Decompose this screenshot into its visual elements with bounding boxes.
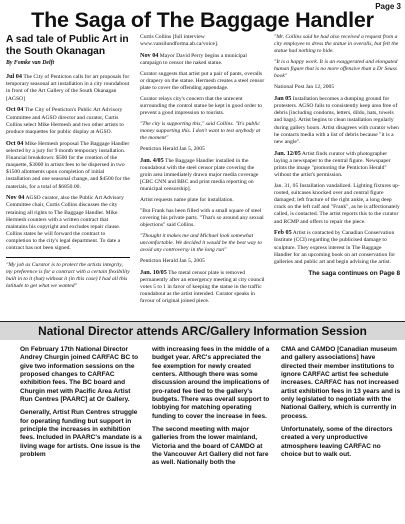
page-number: Page 3 <box>375 2 401 11</box>
quote-source: National Post Jan 12, 2005 <box>274 84 335 91</box>
entry-text: The Baggage Handler installed in the roundabout with the steel censor plate covering the groin area immediately drawn major media coverage [CBC CNN and BBC and print media reporting on municipal censorship]. <box>140 157 259 193</box>
quote: "Mr. Collins said he had also received a request from a city employee to dress the statue in overalls, but felt the statue had nothing to hide. <box>274 34 399 55</box>
lower-column-2 <box>152 346 270 520</box>
entry-text: The City of Penticton calls for art proposals for temporary seasonal art installation in a city roundabout in front of the Art Gallery of the South Okanagan [AGSO] <box>6 74 130 102</box>
paragraph: Generally, Artist Run Centres struggle for operating funding but support in principle the increases in exhibition fees. Included in PAARC's mandate is a living wage for artists. One issue is the problem <box>20 409 142 459</box>
entry-date: Jan 05 <box>274 94 292 102</box>
continued-note: The saga continues on Page 8 <box>308 269 400 277</box>
quote: "Thought it makes me and Michael look somewhat uncomfortable. We decided it would be the best way to avoid any controversy in the long run" <box>140 232 262 254</box>
entry-date: Oct 04 <box>6 106 24 114</box>
interview-reference: Curtis Collins [full interview www.vansilundforma.ab.ca/voice]. <box>140 34 219 48</box>
lower-column-1 <box>20 346 144 520</box>
entry-jan-10-05 <box>140 269 265 306</box>
paragraph: On February 17th National Director Andrey Churgin joined CARFAC BC to give two information sessions on the proposed changes to CARFAC exhibition fees. The BC board and Churgin met with Pacific Area Artist Run Centres [PAARC] at Or Gallery. <box>20 346 139 404</box>
entry-text: Artist finds curator with photographer laying a newspaper to the central figure. Newspaper prints the image "promoting the Penticton Herald" without the artist's permission. <box>274 150 391 179</box>
entry-date: Jan. 10/05 <box>140 268 167 276</box>
headline: The Saga of The Baggage Handler <box>31 8 374 32</box>
entry-oct-04-b <box>6 140 130 191</box>
column-1 <box>6 34 130 290</box>
entry-date: Feb 05 <box>274 229 292 237</box>
quote-source: Penticton Herald Jan 5, 2005 <box>140 258 205 264</box>
entry-text: The City of Penticton's Public Art Advisory Committee and AGSO director and curator, Curtis Collins select Mike Hermesh and two other artists to produce maquettes for public display at AGSO. <box>6 107 124 135</box>
entry-jan-12-05 <box>274 150 400 180</box>
paragraph: Curator relays city's concern that the unrecent surrounding the control statue be kept in good order to prevent a good impression to tourists. <box>140 95 262 117</box>
entry-text: Artist is contacted by Canadian Conservation Institute (CCI) regarding the publicised damage to sculpture. They express interest in The Baggage Handler for an upcoming book on art conservation for galleries and public art and begin advising the artist. <box>274 230 396 265</box>
paragraph: Curator suggests that artist put a pair of pants, overalls or drapery on the statue. Hermesh creates a steel censor plate to cover the offending appendage. <box>140 70 265 92</box>
quote: "It is a happy work. It is an exaggerated and elongated human figure that is no more offensive than a Dr Seuss book" <box>274 59 398 80</box>
entry-text: The metal censor plate is removed permanently after an emergency meeting at city council votes 5 to 1 in favor of keeping the statue in the traffic roundabout as the artist intended. Curator speaks in favour of original joined piece. <box>140 269 265 305</box>
entry-date: Oct 04 <box>6 139 24 147</box>
entry-date: Nov 04 <box>140 51 159 59</box>
entry-text: Mike Hermesh proposal The Baggage Handler selected by a jury for 9 month temporary installation. Financial breakdown: $500 for the creation of the maquette, $3000 in artists fees to be dispersed in two $1500 allotments upon completion of initial installation and one seasonal change, and $4500 for the materials, for a total of $6850.00. <box>6 140 130 190</box>
paragraph: Artist requests name plate for installation. <box>140 197 234 204</box>
section-banner: National Director attends ARC/Gallery Information Session <box>0 322 405 340</box>
article-subtitle: A sad tale of Public Art in the South Okanagan <box>6 34 129 57</box>
entry-jan-4-05 <box>140 157 265 194</box>
entry-text: AGSO curator, also the Public Art Advisory Committee chair, Curtis Collins discusses the city retaining all rights to The Baggage Handler. Mike Hermesh counters with a written contract that maintains his copyright and excludes repair clause. Collins states he will forward the contract to completion to the city's legal department. To date a contract has not been signed. <box>6 195 124 252</box>
entry-date: Jan. 4/05 <box>140 156 164 164</box>
lower-column-3 <box>281 346 401 520</box>
entry-nov-04 <box>6 194 130 252</box>
paragraph: "But Frank has been filled with a small square of steel covering his private parts. "That's so around any sexual objections" said Collins. <box>140 207 264 229</box>
entry-feb-05 <box>274 229 400 266</box>
entry-oct-04-a <box>6 106 130 136</box>
paragraph: Unfortunately, some of the directors created a very unproductive atmosphere leaving CARFAC no choice but to walk out. <box>281 426 393 459</box>
entry-jan-31-05: Jan. 31, 05 Installation vandalized. Lighting fixtures up-rooted, suitcases knocked over and central figure damaged; left fracture of the right ankle, a long deep crack on the left calf and "Frank", as he is affectionately called, is contacted. The artist reports this to the curator and RCMP and offers to repair the piece. <box>274 182 400 225</box>
entry-text: Installation becomes a dumping ground for protesters. AGSO fails to consistently keep area free of debris [including condoms, letters, dildo, hats, towels and bags]. Artist begins to clean installation regularly during gallery hours. Artist disagrees with curator when he contacts media with a list of debris because "it is a new angle". <box>274 95 399 145</box>
entry-jul-04 <box>6 73 130 103</box>
byline: By Fomke van Delft <box>6 60 55 66</box>
quote: "The city is supporting this," said Collins. "It's public money supporting this. I don't want to test anybody at the moment" <box>140 120 261 142</box>
quote-source: Penticton Herald Jan 5, 2005 <box>140 146 205 152</box>
column-2 <box>140 34 265 309</box>
entry-text: Mayor David Perry begins a municipal campaign to censor the naked statue. <box>140 52 247 67</box>
entry-nov-04-mayor <box>140 52 265 67</box>
entry-date: Nov 04 <box>6 194 25 202</box>
paragraph: CMA and CAMDO [Canadian museum and gallery associations] have directed their member institutions to ignore CARFAC artist fee schedule increases. CARFAC has not increased artist exhibition fees in 13 years and is only legislated to negotiate with the National Gallery, which is currently in process. <box>281 346 401 420</box>
entry-date: Jul 04 <box>6 73 22 81</box>
paragraph: with increasing fees in the middle of a budget year. ARC's appreciated the fee exemption for newly created centers. Although there was some discussion around the implications of pro-rated fee tied to the gallery's budgets. There was overall support to lobbying for matching operating funding to cover the increase in fees. <box>152 346 270 420</box>
column-3 <box>274 34 400 277</box>
entry-date: Jan. 12/05 <box>274 149 301 157</box>
entry-jan-05 <box>274 95 400 146</box>
paragraph: The second meeting with major galleries from the lower mainland, Victoria and the board of CAMDO at the Vancouver Art Gallery did not fare as well. Nationally both the <box>152 426 269 467</box>
curator-quote: "My job as Curator is to protect the artists integrity, my preference is for a contract with a certain flexibility built in to it (but) without it (in this case) I had all this latitude to get what we wanted" <box>6 257 130 291</box>
